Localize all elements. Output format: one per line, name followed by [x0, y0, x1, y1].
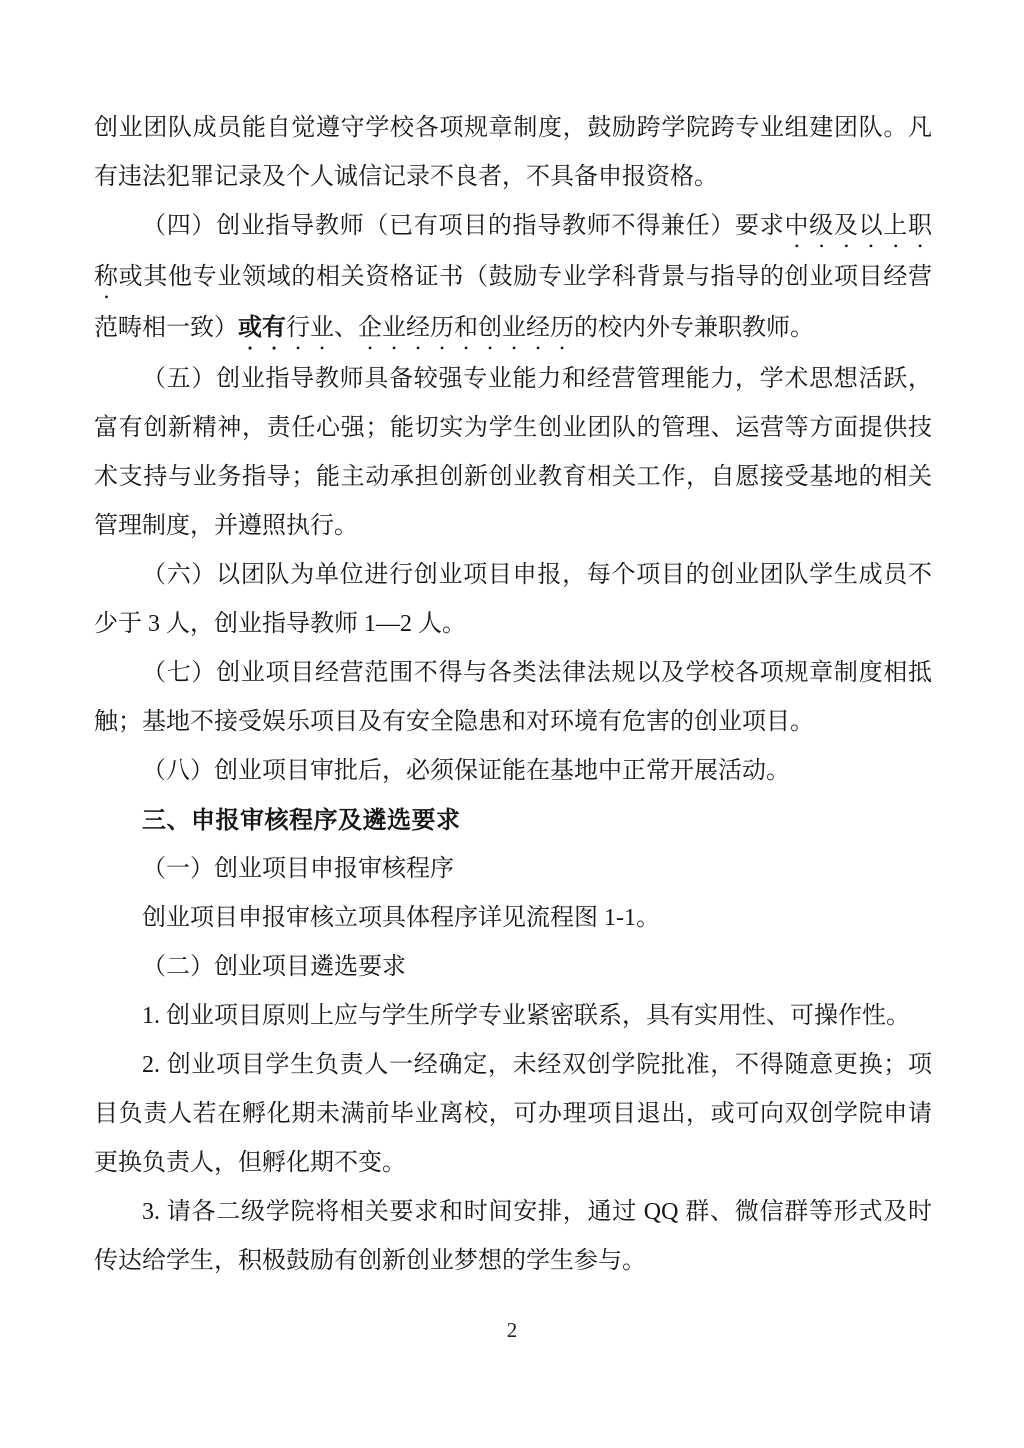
paragraph-requirement-3: 3. 请各二级学院将相关要求和时间安排，通过 QQ 群、微信群等形式及时传达给学生，积极鼓励有创新创业梦想的学生参与。	[94, 1199, 932, 1274]
paragraph-sub2-title: （二）创业项目遴选要求	[142, 954, 406, 980]
document-body	[94, 104, 932, 1286]
item4-emphasized-experience: 行业、企业经历和创业经历	[286, 315, 574, 341]
page-footer	[0, 1316, 1024, 1344]
item4-emphasized-rank: 中级及以上职称	[94, 213, 933, 290]
paragraph-team-requirements-continuation: 创业团队成员能自觉遵守学校各项规章制度，鼓励跨学院跨专业组建团队。凡有违法犯罪记录及个人诚信记录不良者，不具备申报资格。	[94, 115, 932, 190]
paragraph-requirement-1: 1. 创业项目原则上应与学生所学专业紧密联系，具有实用性、可操作性。	[142, 1003, 910, 1029]
page-number: 2	[506, 1318, 518, 1342]
paragraph-item6-team-size: （六）以团队为单位进行创业项目申报，每个项目的创业团队学生成员不少于 3 人，创业指导教师 1—2 人。	[94, 562, 932, 637]
paragraph-requirement-2: 2. 创业项目学生负责人一经确定，未经双创学院批准，不得随意更换；项目负责人若在孵化期未满前毕业离校，可办理项目退出，或可向双创学院申请更换负责人，但孵化期不变。	[94, 1052, 932, 1176]
paragraph-sub1-body-flowchart: 创业项目申报审核立项具体程序详见流程图 1-1。	[142, 905, 660, 931]
paragraph-item7-business-scope: （七）创业项目经营范围不得与各类法律法规以及学校各项规章制度相抵触；基地不接受娱乐项目及有安全隐患和对环境有危害的创业项目。	[94, 660, 932, 735]
item4-bold-or-have: 或有	[238, 315, 286, 341]
paragraph-item4-mentor-qualifications	[94, 202, 932, 355]
section3-heading: 三、申报审核程序及遴选要求	[142, 807, 461, 834]
item4-text-mid: 或其他专业领域的相关资格证书（鼓励专业学科背景与指导的创业项目经营范畴相一致）	[94, 264, 933, 341]
item4-text-pre: （四）创业指导教师（已有项目的指导教师不得兼任）要求	[142, 213, 785, 239]
item4-text-post: 的校内外专兼职教师。	[574, 315, 814, 341]
paragraph-sub1-title: （一）创业项目申报审核程序	[142, 856, 454, 882]
paragraph-item5-mentor-abilities: （五）创业指导教师具备较强专业能力和经营管理能力，学术思想活跃，富有创新精神，责任心强；能切实为学生创业团队的管理、运营等方面提供技术支持与业务指导；能主动承担创新创业教育相关工作，自愿接受基地的相关管理制度，并遵照执行。	[94, 366, 932, 539]
paragraph-item8-approval: （八）创业项目审批后，必须保证能在基地中正常开展活动。	[142, 758, 790, 784]
